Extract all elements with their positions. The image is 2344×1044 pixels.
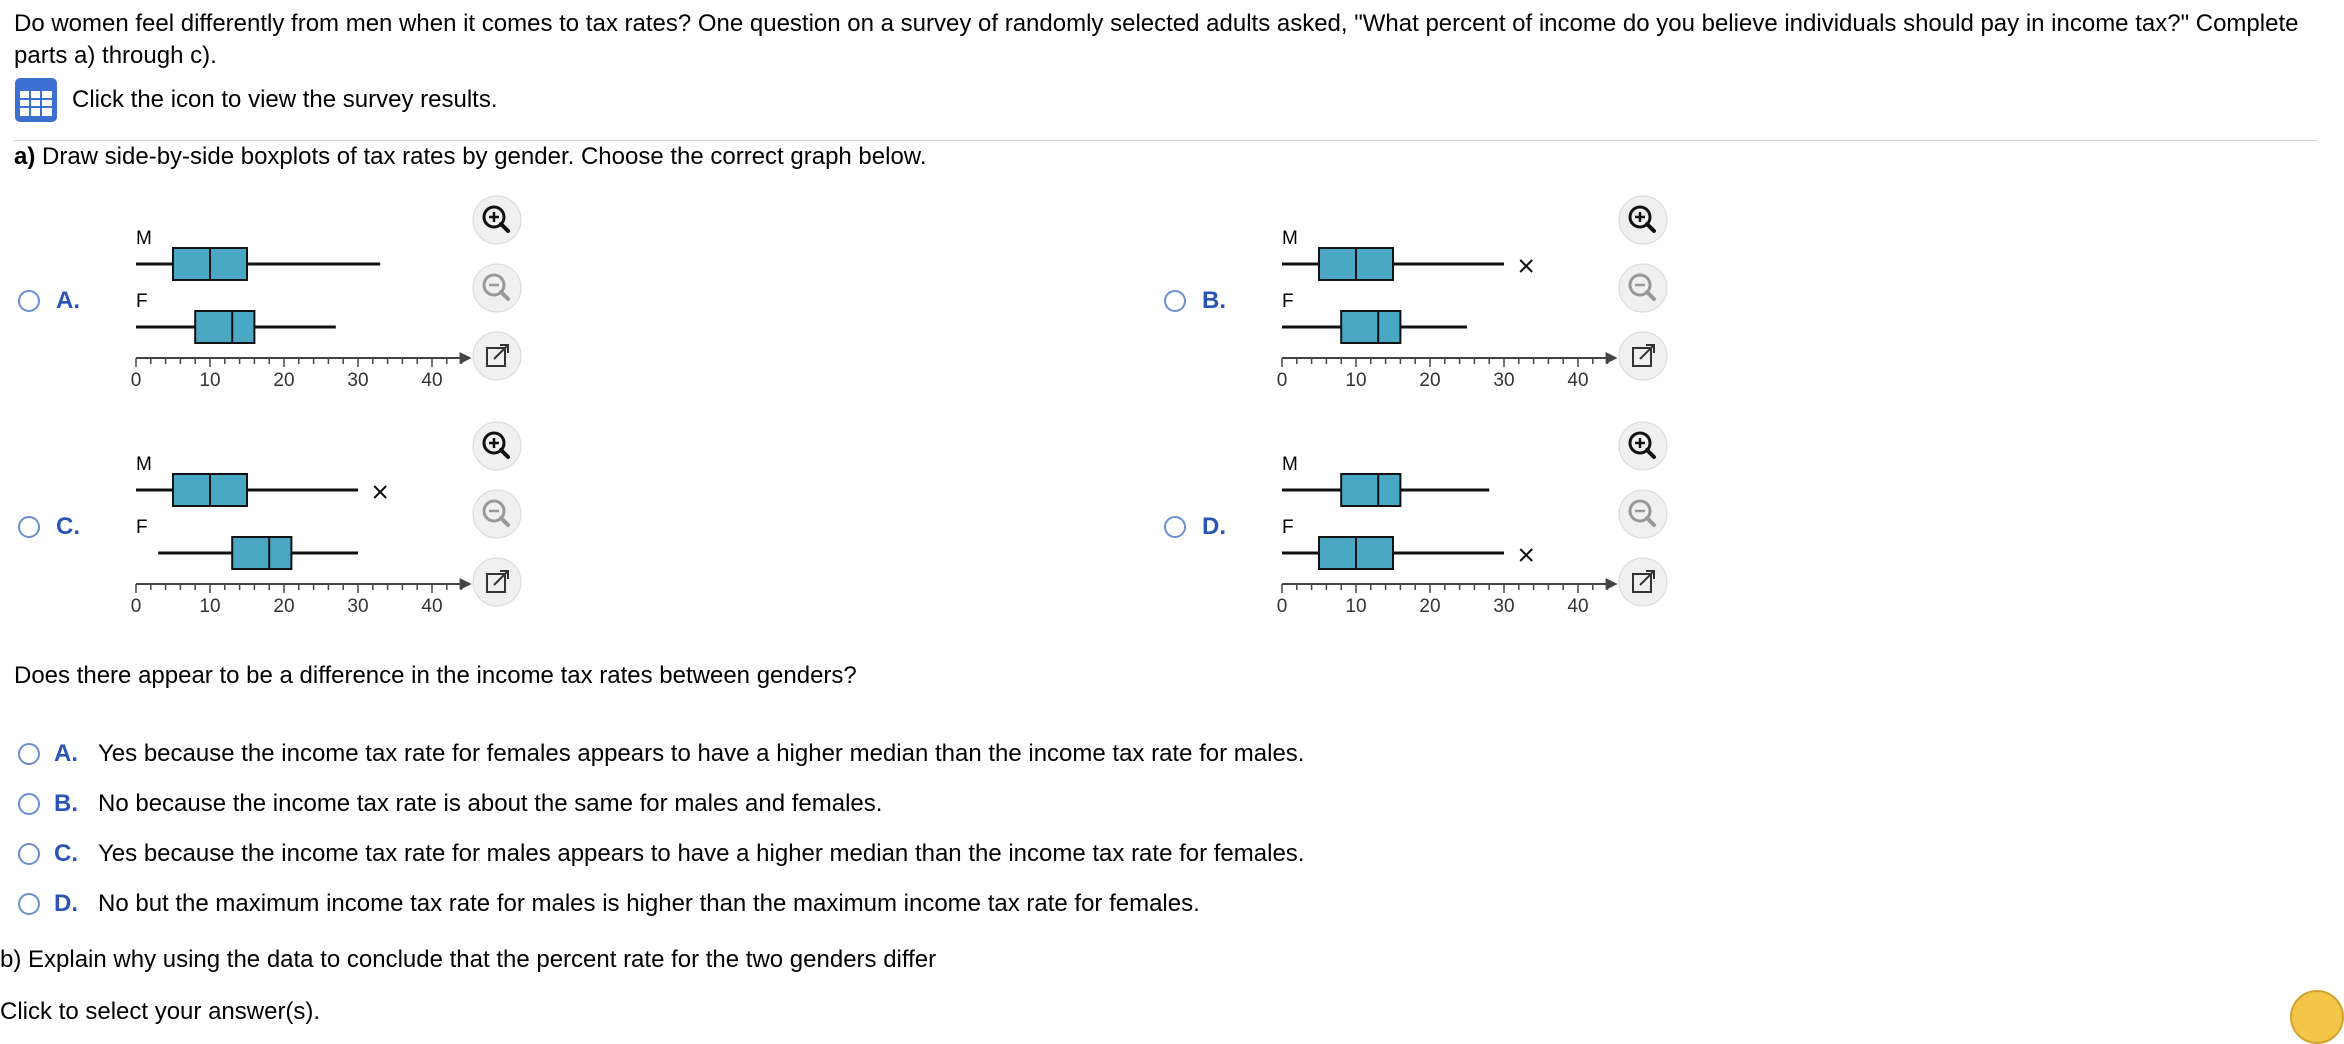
x-tick-label: 40 [421, 596, 443, 617]
answer-b-radio[interactable] [18, 793, 40, 815]
zoom-in-icon[interactable] [1618, 421, 1668, 471]
answer-b-letter: B. [54, 790, 78, 817]
open-new-window-icon[interactable] [1618, 557, 1668, 607]
part-a-label: a) [14, 143, 36, 170]
part-a-text: Draw side-by-side boxplots of tax rates by gender. Choose the correct graph below. [35, 143, 927, 170]
f-box [195, 311, 254, 343]
m-outlier-marker [374, 486, 386, 498]
zoom-out-icon[interactable] [1618, 263, 1668, 313]
zoom-in-icon[interactable] [472, 195, 522, 245]
open-new-window-icon[interactable] [472, 557, 522, 607]
cut-off-part-b [0, 946, 1300, 973]
zoom-out-icon[interactable] [472, 263, 522, 313]
x-tick-label: 10 [199, 596, 221, 617]
zoom-out-icon[interactable] [472, 489, 522, 539]
zoom-out-icon[interactable] [1618, 489, 1668, 539]
graph-option-b-radio[interactable] [1164, 290, 1186, 312]
answer-a-radio[interactable] [18, 743, 40, 765]
graph-option-a-letter: A. [56, 287, 80, 314]
x-tick-label: 40 [421, 370, 443, 391]
answer-option-b[interactable] [18, 790, 882, 818]
answer-d-text: No but the maximum income tax rate for males is higher than the maximum income tax rate for females. [98, 890, 1200, 917]
boxplot-graph-a [128, 228, 568, 408]
x-tick-label: 40 [1567, 596, 1589, 617]
m-group-label: M [136, 454, 152, 475]
answer-option-d[interactable] [18, 890, 1200, 918]
cut-off-instruction [0, 998, 400, 1025]
zoom-in-icon[interactable] [472, 421, 522, 471]
m-group-label: M [1282, 228, 1298, 249]
help-icon[interactable] [2290, 990, 2344, 1044]
f-outlier-marker [1520, 549, 1532, 561]
answer-d-letter: D. [54, 890, 78, 917]
x-tick-label: 0 [1276, 596, 1288, 617]
f-group-label: F [1282, 517, 1294, 538]
open-new-window-icon[interactable] [472, 331, 522, 381]
survey-link-text: Click the icon to view the survey results. [72, 86, 498, 113]
graph-option-a-radio[interactable] [18, 290, 40, 312]
x-tick-label: 30 [1493, 370, 1515, 391]
cut-off-part-b-text: b) Explain why using the data to conclude that the percent rate for the two genders differ [0, 946, 937, 973]
x-tick-label: 10 [1345, 596, 1367, 617]
graph-option-d-radio[interactable] [1164, 516, 1186, 538]
f-box [1341, 311, 1400, 343]
answer-d-radio[interactable] [18, 893, 40, 915]
answer-option-c[interactable] [18, 840, 1304, 868]
x-tick-label: 10 [1345, 370, 1367, 391]
answer-a-letter: A. [54, 740, 78, 767]
x-tick-label: 0 [130, 596, 142, 617]
x-tick-label: 40 [1567, 370, 1589, 391]
f-box [232, 537, 291, 569]
data-table-icon[interactable] [14, 77, 58, 123]
graph-option-d-letter: D. [1202, 513, 1226, 540]
x-tick-label: 20 [1419, 596, 1441, 617]
x-tick-label: 20 [273, 370, 295, 391]
x-tick-label: 0 [1276, 370, 1288, 391]
answer-c-letter: C. [54, 840, 78, 867]
f-group-label: F [136, 291, 148, 312]
m-group-label: M [1282, 454, 1298, 475]
problem-statement: Do women feel differently from men when it comes to tax rates? One question on a survey of randomly selected adults asked, "What percent of income do you believe individuals should pay in income tax?" Complete parts a) through c). [14, 10, 2299, 69]
graph-option-c-letter: C. [56, 513, 80, 540]
m-outlier-marker [1520, 260, 1532, 272]
x-tick-label: 20 [1419, 370, 1441, 391]
answer-option-a[interactable] [18, 740, 1304, 768]
zoom-in-icon[interactable] [1618, 195, 1668, 245]
answer-c-text: Yes because the income tax rate for males appears to have a higher median than the income tax rate for females. [98, 840, 1305, 867]
cut-off-instruction-text: Click to select your answer(s). [0, 998, 321, 1025]
x-tick-label: 30 [347, 370, 369, 391]
boxplot-graph-d [1274, 454, 1714, 634]
answer-c-radio[interactable] [18, 843, 40, 865]
x-tick-label: 10 [199, 370, 221, 391]
boxplot-graph-b [1274, 228, 1714, 408]
part-a-prompt [14, 140, 926, 174]
f-group-label: F [136, 517, 148, 538]
graph-option-b-letter: B. [1202, 287, 1226, 314]
open-new-window-icon[interactable] [1618, 331, 1668, 381]
survey-results-link[interactable] [14, 77, 498, 123]
x-tick-label: 30 [1493, 596, 1515, 617]
f-group-label: F [1282, 291, 1294, 312]
boxplot-graph-c [128, 454, 568, 634]
answer-b-text: No because the income tax rate is about the same for males and females. [98, 790, 883, 817]
x-tick-label: 30 [347, 596, 369, 617]
answer-a-text: Yes because the income tax rate for females appears to have a higher median than the income tax rate for males. [98, 740, 1305, 767]
difference-question: Does there appear to be a difference in the income tax rates between genders? [14, 662, 857, 689]
graph-option-c-radio[interactable] [18, 516, 40, 538]
x-tick-label: 0 [130, 370, 142, 391]
x-tick-label: 20 [273, 596, 295, 617]
m-box [1341, 474, 1400, 506]
m-group-label: M [136, 228, 152, 249]
